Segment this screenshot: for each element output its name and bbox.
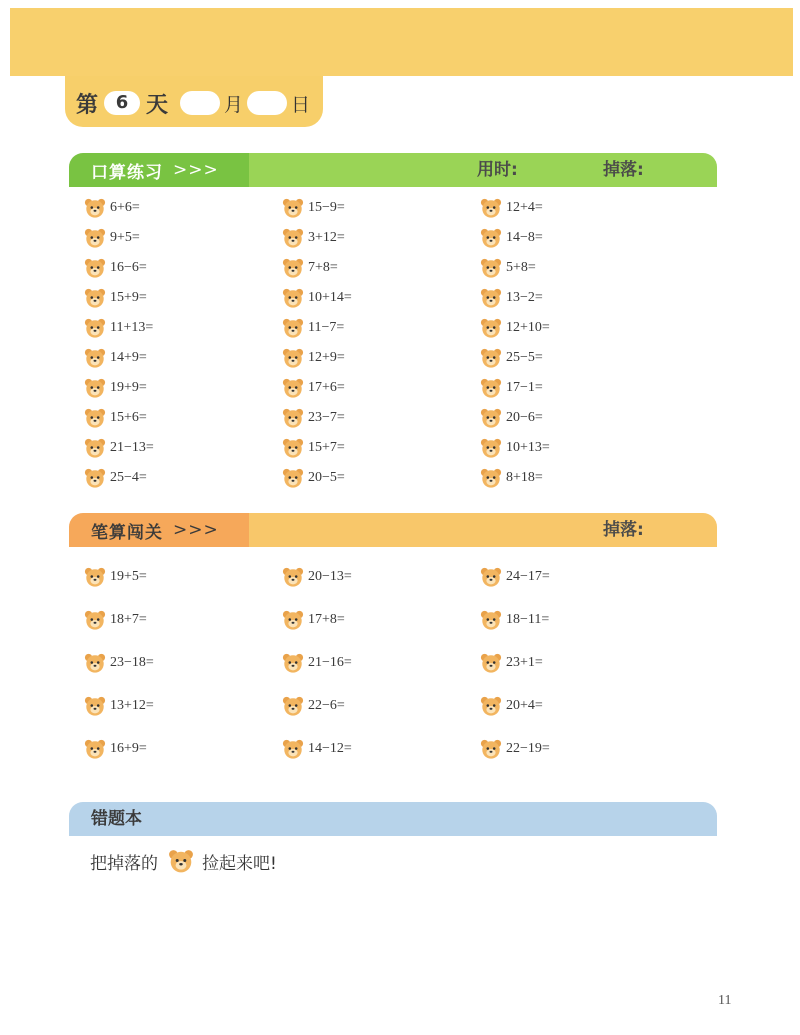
bear-icon: [168, 848, 194, 874]
bear-icon: [480, 227, 502, 249]
problem-text: 25−5=: [506, 350, 543, 365]
bear-icon: [84, 609, 106, 631]
problem-text: 15+6=: [110, 410, 147, 425]
bear-icon: [480, 287, 502, 309]
prompt-before: 把掉落的: [90, 853, 158, 874]
bear-icon: [480, 566, 502, 588]
problem-text: 18−11=: [506, 612, 550, 627]
bear-icon: [480, 652, 502, 674]
problem-text: 10+14=: [308, 290, 352, 305]
bear-icon: [282, 467, 304, 489]
problem-text: 9+5=: [110, 230, 140, 245]
problem-item: [84, 651, 282, 675]
problem-item: [282, 346, 480, 370]
written-problem-grid: [84, 565, 684, 780]
problem-item: [84, 436, 282, 460]
bear-icon: [282, 227, 304, 249]
oral-title-block: [69, 153, 271, 187]
pickup-prompt: [90, 848, 277, 874]
mistakes-bar: [69, 802, 717, 836]
bear-icon: [84, 407, 106, 429]
problem-item: [480, 316, 678, 340]
bear-icon: [282, 652, 304, 674]
problem-text: 24−17=: [506, 569, 550, 584]
oral-bar-rest: [249, 153, 717, 187]
problem-item: [282, 316, 480, 340]
problem-item: [480, 737, 678, 761]
problem-item: [282, 651, 480, 675]
problem-text: 17+6=: [308, 380, 345, 395]
problem-item: [480, 466, 678, 490]
problem-item: [84, 376, 282, 400]
problem-text: 17+8=: [308, 612, 345, 627]
problem-item: [480, 651, 678, 675]
prompt-after: 捡起来吧!: [202, 853, 277, 874]
bear-icon: [282, 287, 304, 309]
problem-item: [84, 737, 282, 761]
problem-item: [84, 316, 282, 340]
problem-text: 13−2=: [506, 290, 543, 305]
problem-text: 25−4=: [110, 470, 147, 485]
month-label: 月: [224, 93, 244, 116]
month-blank[interactable]: [180, 91, 220, 115]
problem-text: 7+8=: [308, 260, 338, 275]
problem-item: [480, 436, 678, 460]
problem-text: 17−1=: [506, 380, 543, 395]
problem-text: 11−7=: [308, 320, 345, 335]
problem-item: [480, 608, 678, 632]
problem-item: [84, 286, 282, 310]
problem-text: 21−13=: [110, 440, 154, 455]
oral-dropped-label: 掉落:: [603, 160, 644, 180]
problem-text: 16+9=: [110, 741, 147, 756]
bear-icon: [282, 738, 304, 760]
problem-text: 22−6=: [308, 698, 345, 713]
written-section-header: [69, 513, 717, 547]
problem-text: 14−12=: [308, 741, 352, 756]
problem-item: [480, 565, 678, 589]
problem-item: [282, 256, 480, 280]
problem-item: [84, 196, 282, 220]
problem-item: [282, 565, 480, 589]
bear-icon: [282, 407, 304, 429]
problem-item: [480, 226, 678, 250]
bear-icon: [480, 377, 502, 399]
bear-icon: [282, 566, 304, 588]
problem-text: 14+9=: [110, 350, 147, 365]
bear-icon: [84, 695, 106, 717]
bear-icon: [282, 437, 304, 459]
problem-item: [282, 436, 480, 460]
bear-icon: [480, 467, 502, 489]
date-label: 日: [291, 93, 311, 116]
bear-icon: [84, 467, 106, 489]
date-blank[interactable]: [247, 91, 287, 115]
problem-text: 5+8=: [506, 260, 536, 275]
problem-text: 10+13=: [506, 440, 550, 455]
problem-item: [282, 737, 480, 761]
problem-item: [282, 196, 480, 220]
bear-icon: [84, 437, 106, 459]
problem-text: 14−8=: [506, 230, 543, 245]
problem-item: [84, 608, 282, 632]
problem-text: 19+9=: [110, 380, 147, 395]
time-label: 用时:: [477, 160, 518, 180]
bear-icon: [84, 652, 106, 674]
problem-item: [480, 694, 678, 718]
bear-icon: [84, 287, 106, 309]
oral-arrows: >>>: [173, 160, 219, 180]
problem-text: 6+6=: [110, 200, 140, 215]
problem-text: 15+9=: [110, 290, 147, 305]
mistakes-section-header: [69, 802, 717, 836]
bear-icon: [84, 738, 106, 760]
day-prefix: 第: [76, 92, 99, 118]
problem-item: [282, 466, 480, 490]
problem-item: [84, 406, 282, 430]
bear-icon: [480, 407, 502, 429]
problem-text: 23+1=: [506, 655, 543, 670]
written-title: 笔算闯关: [91, 522, 163, 543]
written-arrows: >>>: [173, 520, 219, 540]
written-title-block: [69, 513, 271, 547]
problem-item: [480, 376, 678, 400]
bear-icon: [282, 317, 304, 339]
bear-icon: [282, 347, 304, 369]
bear-icon: [84, 317, 106, 339]
problem-text: 20+4=: [506, 698, 543, 713]
bear-icon: [282, 695, 304, 717]
bear-icon: [480, 257, 502, 279]
problem-item: [282, 286, 480, 310]
problem-text: 13+12=: [110, 698, 154, 713]
problem-text: 3+12=: [308, 230, 345, 245]
problem-text: 20−5=: [308, 470, 345, 485]
problem-item: [282, 376, 480, 400]
page-number: 11: [718, 993, 732, 1008]
problem-text: 15+7=: [308, 440, 345, 455]
mistakes-title: 错题本: [91, 809, 142, 829]
problem-item: [282, 226, 480, 250]
problem-item: [480, 406, 678, 430]
bear-icon: [282, 197, 304, 219]
problem-item: [84, 256, 282, 280]
bear-icon: [84, 377, 106, 399]
bear-icon: [282, 609, 304, 631]
bear-icon: [480, 197, 502, 219]
problem-text: 18+7=: [110, 612, 147, 627]
problem-item: [84, 226, 282, 250]
problem-text: 21−16=: [308, 655, 352, 670]
problem-item: [480, 196, 678, 220]
bear-icon: [84, 197, 106, 219]
problem-item: [480, 286, 678, 310]
bear-icon: [480, 437, 502, 459]
problem-text: 11+13=: [110, 320, 154, 335]
problem-text: 20−13=: [308, 569, 352, 584]
problem-text: 12+4=: [506, 200, 543, 215]
problem-text: 20−6=: [506, 410, 543, 425]
problem-item: [84, 565, 282, 589]
bear-icon: [282, 377, 304, 399]
problem-text: 12+9=: [308, 350, 345, 365]
day-number: 6: [104, 91, 140, 115]
problem-item: [84, 466, 282, 490]
oral-section-header: [69, 153, 717, 187]
problem-text: 22−19=: [506, 741, 550, 756]
oral-problem-grid: [84, 196, 684, 496]
top-banner: [10, 8, 793, 76]
problem-text: 19+5=: [110, 569, 147, 584]
day-header: [76, 87, 310, 119]
problem-text: 23−18=: [110, 655, 154, 670]
bear-icon: [480, 609, 502, 631]
oral-title: 口算练习: [91, 162, 163, 183]
bear-icon: [480, 738, 502, 760]
day-suffix: 天: [146, 92, 169, 118]
problem-item: [84, 346, 282, 370]
bear-icon: [84, 227, 106, 249]
problem-item: [282, 406, 480, 430]
bear-icon: [480, 695, 502, 717]
bear-icon: [282, 257, 304, 279]
problem-text: 16−6=: [110, 260, 147, 275]
bear-icon: [480, 347, 502, 369]
problem-text: 12+10=: [506, 320, 550, 335]
bear-icon: [84, 257, 106, 279]
bear-icon: [84, 566, 106, 588]
problem-text: 8+18=: [506, 470, 543, 485]
written-dropped-label: 掉落:: [603, 520, 644, 540]
problem-text: 23−7=: [308, 410, 345, 425]
written-bar-rest: [249, 513, 717, 547]
problem-item: [84, 694, 282, 718]
problem-item: [282, 694, 480, 718]
problem-item: [282, 608, 480, 632]
bear-icon: [480, 317, 502, 339]
problem-item: [480, 256, 678, 280]
bear-icon: [84, 347, 106, 369]
problem-text: 15−9=: [308, 200, 345, 215]
problem-item: [480, 346, 678, 370]
